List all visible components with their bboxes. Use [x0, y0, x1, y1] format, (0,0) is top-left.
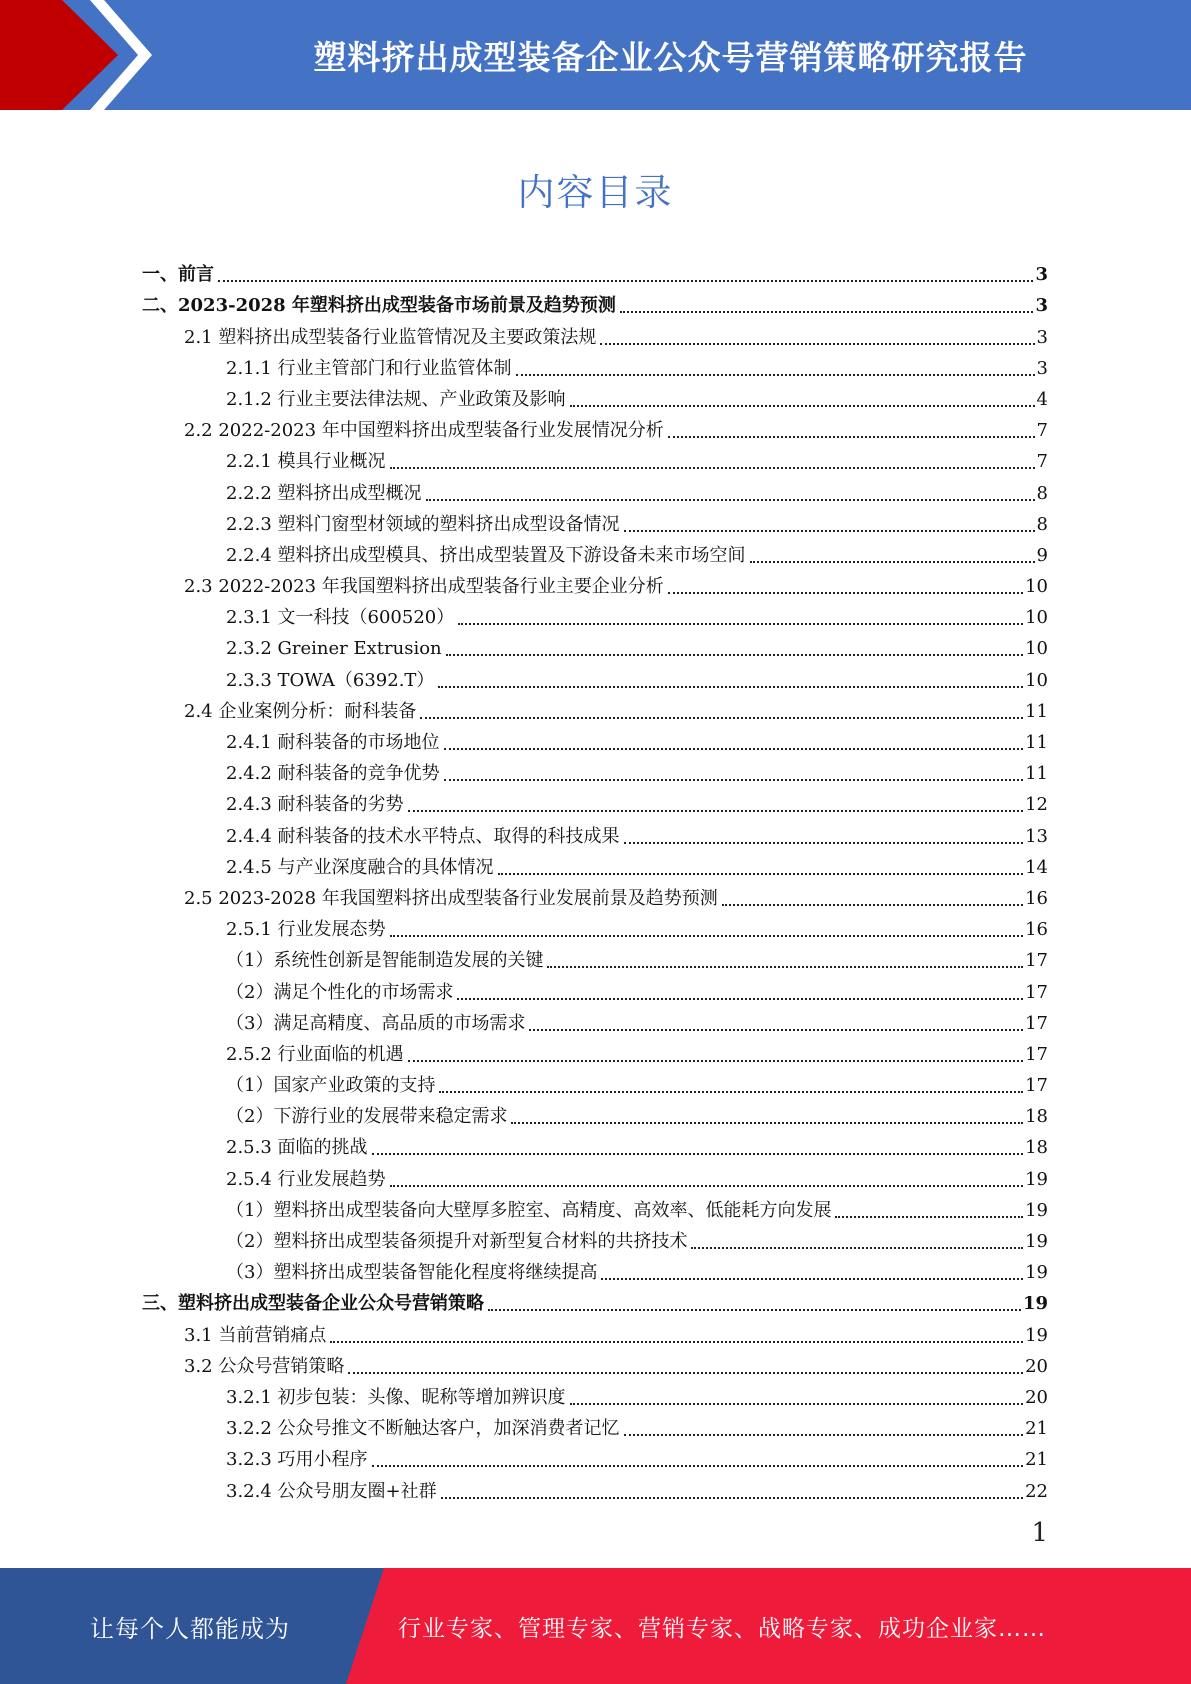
toc-entry-page: 17 [1025, 1043, 1048, 1065]
toc-entry-page: 11 [1025, 763, 1048, 785]
toc-dot-leader [446, 654, 1023, 656]
toc-entry[interactable] [142, 1347, 1048, 1378]
toc-entry-title: 2.4.1 耐科装备的市场地位 [226, 732, 440, 753]
toc-dot-leader [624, 530, 1035, 532]
toc-entry-page: 8 [1036, 482, 1048, 504]
toc-dot-leader [458, 623, 1023, 625]
toc-entry-title: 3.2.4 公众号朋友圈+社群 [226, 1480, 437, 1502]
toc-entry-title: （2）下游行业的发展带来稳定需求 [226, 1106, 508, 1128]
toc-entry[interactable] [142, 785, 1048, 816]
toc-entry-title: 2.4.3 耐科装备的劣势 [226, 794, 404, 816]
toc-dot-leader [624, 842, 1024, 844]
toc-entry-page: 17 [1025, 950, 1048, 972]
toc-dot-leader [722, 904, 1023, 906]
toc-dot-leader [420, 717, 1023, 719]
toc-dot-leader [390, 935, 1024, 937]
toc-dot-leader [691, 1247, 1023, 1249]
toc-entry[interactable] [142, 848, 1048, 879]
toc-dot-leader [408, 810, 1024, 812]
toc-dot-leader [444, 748, 1024, 750]
footer-slogan-right: 行业专家、管理专家、营销专家、战略专家、成功企业家…… [398, 1615, 1046, 1642]
footer-slogan-left: 让每个人都能成为 [90, 1614, 290, 1643]
toc-dot-leader [498, 873, 1024, 875]
toc-dot-leader [348, 1372, 1023, 1374]
toc-entry-page: 3 [1036, 326, 1048, 348]
toc-entry-title: 2.5.3 面临的挑战 [226, 1137, 368, 1159]
toc-entry[interactable] [142, 505, 1048, 536]
toc-entry-title: 2.2.2 塑料挤出成型概况 [226, 482, 422, 504]
toc-entry-title: （3）塑料挤出成型装备智能化程度将继续提高 [226, 1262, 598, 1284]
toc-entry-title: 二、2023-2028 年塑料挤出成型装备市场前景及趋势预测 [142, 295, 616, 317]
toc-entry-title: 2.4.5 与产业深度融合的具体情况 [226, 856, 494, 878]
toc-entry[interactable] [142, 1222, 1048, 1253]
toc-entry[interactable] [142, 1315, 1048, 1346]
toc-entry-page: 11 [1025, 700, 1048, 722]
toc-entry[interactable] [142, 1409, 1048, 1440]
toc-entry-title: 2.5.1 行业发展态势 [226, 919, 386, 941]
toc-entry-title: （2）塑料挤出成型装备须提升对新型复合材料的共挤技术 [226, 1231, 688, 1252]
toc-entry-page: 8 [1036, 513, 1048, 535]
toc-entry-page: 10 [1025, 638, 1048, 660]
toc-dot-leader [835, 1216, 1023, 1218]
toc-entry[interactable] [142, 723, 1048, 754]
toc-entry-title: 3.2.2 公众号推文不断触达客户，加深消费者记忆 [226, 1418, 620, 1440]
page-number: 1 [1031, 1518, 1048, 1548]
toc-entry-title: 2.2.4 塑料挤出成型模具、挤出成型装置及下游设备未来市场空间 [226, 544, 746, 566]
toc-entry[interactable] [142, 1440, 1048, 1471]
toc-entry-page: 7 [1036, 420, 1048, 442]
toc-entry-title: 2.2 2022-2023 年中国塑料挤出成型装备行业发展情况分析 [184, 420, 664, 442]
toc-dot-leader [511, 1122, 1023, 1124]
toc-entry-title: 一、前言 [142, 264, 214, 286]
toc-entry[interactable] [142, 1066, 1048, 1097]
toc-entry-page: 19 [1025, 1199, 1048, 1221]
toc-entry[interactable] [142, 1471, 1048, 1502]
toc-entry-page: 3 [1036, 357, 1048, 379]
report-header-band [0, 0, 1191, 110]
toc-entry-page: 21 [1025, 1449, 1048, 1471]
toc-dot-leader [218, 280, 1033, 282]
toc-entry-page: 4 [1036, 388, 1048, 410]
toc-entry-title: 2.2.3 塑料门窗型材领域的塑料挤出成型设备情况 [226, 513, 620, 535]
toc-entry-title: 2.5 2023-2028 年我国塑料挤出成型装备行业发展前景及趋势预测 [184, 887, 718, 909]
toc-entry-page: 7 [1036, 451, 1048, 473]
toc-dot-leader [372, 1153, 1024, 1155]
toc-entry[interactable] [142, 1097, 1048, 1128]
toc-entry-page: 19 [1025, 1324, 1048, 1346]
toc-entry-page: 11 [1025, 732, 1048, 753]
toc-entry-title: 2.1 塑料挤出成型装备行业监管情况及主要政策法规 [184, 326, 597, 348]
toc-entry-title: （1）国家产业政策的支持 [226, 1075, 436, 1097]
toc-entry[interactable] [142, 349, 1048, 380]
toc-entry-page: 19 [1025, 1231, 1048, 1252]
toc-dot-leader [570, 405, 1035, 407]
toc-entry-page: 17 [1025, 1012, 1048, 1034]
toc-entry-title: 2.1.1 行业主管部门和行业监管体制 [226, 357, 512, 379]
toc-entry-page: 13 [1025, 825, 1048, 847]
toc-entry[interactable] [142, 255, 1048, 286]
toc-entry-title: 3.1 当前营销痛点 [184, 1324, 327, 1346]
toc-entry-title: 2.4.4 耐科装备的技术水平特点、取得的科技成果 [226, 825, 620, 847]
toc-entry[interactable] [142, 910, 1048, 941]
toc-entry-page: 17 [1025, 981, 1048, 1003]
toc-entry[interactable] [142, 660, 1048, 691]
footer-band [0, 1568, 1191, 1684]
toc-dot-leader [457, 998, 1023, 1000]
toc-entry-title: 2.3 2022-2023 年我国塑料挤出成型装备行业主要企业分析 [184, 576, 664, 598]
toc-entry-title: 2.5.2 行业面临的机遇 [226, 1043, 404, 1065]
toc-dot-leader [624, 1434, 1024, 1436]
toc-entry-title: 2.3.2 Greiner Extrusion [226, 638, 442, 660]
toc-dot-leader [547, 966, 1023, 968]
toc-entry-title: （3）满足高精度、高品质的市场需求 [226, 1012, 526, 1034]
toc-entry-title: 2.3.1 文一科技（600520） [226, 607, 455, 629]
toc-entry[interactable] [142, 1284, 1048, 1315]
toc-entry-title: （1）系统性创新是智能制造发展的关键 [226, 950, 544, 972]
toc-entry[interactable] [142, 473, 1048, 504]
toc-heading: 内容目录 [517, 171, 674, 214]
toc-entry-title: （2）满足个性化的市场需求 [226, 981, 454, 1003]
toc-entry-page: 21 [1025, 1418, 1048, 1440]
toc-dot-leader [439, 1091, 1023, 1093]
toc-entry[interactable] [142, 1128, 1048, 1159]
toc-dot-leader [426, 499, 1035, 501]
toc-entry[interactable] [142, 411, 1048, 442]
toc-entry-page: 18 [1025, 1137, 1048, 1159]
toc-dot-leader [372, 1465, 1024, 1467]
toc-entry-page: 14 [1025, 856, 1048, 878]
toc-entry[interactable] [142, 380, 1048, 411]
toc-entry[interactable] [142, 536, 1048, 567]
toc-entry-page: 9 [1036, 544, 1048, 566]
toc-entry[interactable] [142, 317, 1048, 348]
toc-entry-page: 19 [1025, 1262, 1048, 1284]
toc-entry[interactable] [142, 941, 1048, 972]
toc-dot-leader [570, 1403, 1024, 1405]
toc-entry[interactable] [142, 692, 1048, 723]
toc-dot-leader [330, 1341, 1023, 1343]
toc-dot-leader [620, 311, 1034, 313]
toc-entry-title: 2.5.4 行业发展趋势 [226, 1168, 386, 1190]
toc-entry-page: 18 [1025, 1106, 1048, 1128]
toc-dot-leader [444, 779, 1024, 781]
toc-dot-leader [408, 1060, 1024, 1062]
toc-entry-title: （1）塑料挤出成型装备向大壁厚多腔室、高精度、高效率、低能耗方向发展 [226, 1199, 832, 1221]
toc-entry-title: 3.2.1 初步包装：头像、昵称等增加辨识度 [226, 1386, 566, 1408]
toc-entry-title: 2.4.2 耐科装备的竞争优势 [226, 763, 440, 785]
toc-entry[interactable] [142, 629, 1048, 660]
toc-entry[interactable] [142, 442, 1048, 473]
toc-entry[interactable] [142, 879, 1048, 910]
toc-dot-leader [441, 1497, 1023, 1499]
toc-dot-leader [668, 436, 1035, 438]
toc-entry-page: 3 [1035, 264, 1048, 286]
toc-entry[interactable] [142, 1378, 1048, 1409]
toc-dot-leader [601, 1278, 1023, 1280]
toc-entry-page: 22 [1025, 1480, 1048, 1502]
toc-dot-leader [438, 686, 1023, 688]
toc-dot-leader [390, 467, 1035, 469]
toc-entry-title: 三、塑料挤出成型装备企业公众号营销策略 [142, 1293, 484, 1315]
toc-dot-leader [750, 561, 1035, 563]
toc-entry-page: 17 [1025, 1075, 1048, 1097]
toc-dot-leader [390, 1185, 1024, 1187]
toc-entry-page: 3 [1035, 295, 1048, 317]
toc-dot-leader [600, 343, 1034, 345]
table-of-contents [142, 255, 1048, 1503]
toc-dot-leader [668, 592, 1023, 594]
toc-dot-leader [488, 1309, 1021, 1311]
toc-entry-page: 16 [1025, 919, 1048, 941]
toc-entry-title: 3.2 公众号营销策略 [184, 1355, 345, 1377]
toc-entry[interactable] [142, 286, 1048, 317]
toc-entry-page: 10 [1025, 607, 1048, 629]
toc-entry-page: 16 [1025, 887, 1048, 909]
toc-entry[interactable] [142, 1191, 1048, 1222]
toc-entry-page: 19 [1025, 1168, 1048, 1190]
toc-entry[interactable] [142, 972, 1048, 1003]
toc-entry[interactable] [142, 754, 1048, 785]
toc-entry-page: 10 [1025, 576, 1048, 598]
toc-entry-page: 19 [1022, 1293, 1048, 1315]
toc-entry[interactable] [142, 816, 1048, 847]
toc-entry[interactable] [142, 1253, 1048, 1284]
toc-entry-title: 2.4 企业案例分析：耐科装备 [184, 700, 417, 722]
toc-entry-title: 2.3.3 TOWA（6392.T） [226, 669, 435, 691]
toc-entry[interactable] [142, 1159, 1048, 1190]
toc-dot-leader [516, 374, 1035, 376]
toc-entry-page: 12 [1025, 794, 1048, 816]
toc-entry-title: 2.2.1 模具行业概况 [226, 451, 386, 473]
toc-entry[interactable] [142, 1004, 1048, 1035]
toc-entry-page: 20 [1025, 1355, 1048, 1377]
toc-entry[interactable] [142, 598, 1048, 629]
toc-entry-title: 2.1.2 行业主要法律法规、产业政策及影响 [226, 388, 566, 410]
toc-entry[interactable] [142, 1035, 1048, 1066]
toc-entry-page: 20 [1025, 1386, 1048, 1408]
toc-entry-page: 10 [1025, 669, 1048, 691]
toc-entry[interactable] [142, 567, 1048, 598]
report-title: 塑料挤出成型装备企业公众号营销策略研究报告 [313, 37, 1028, 77]
toc-entry-title: 3.2.3 巧用小程序 [226, 1449, 368, 1471]
toc-dot-leader [529, 1029, 1023, 1031]
